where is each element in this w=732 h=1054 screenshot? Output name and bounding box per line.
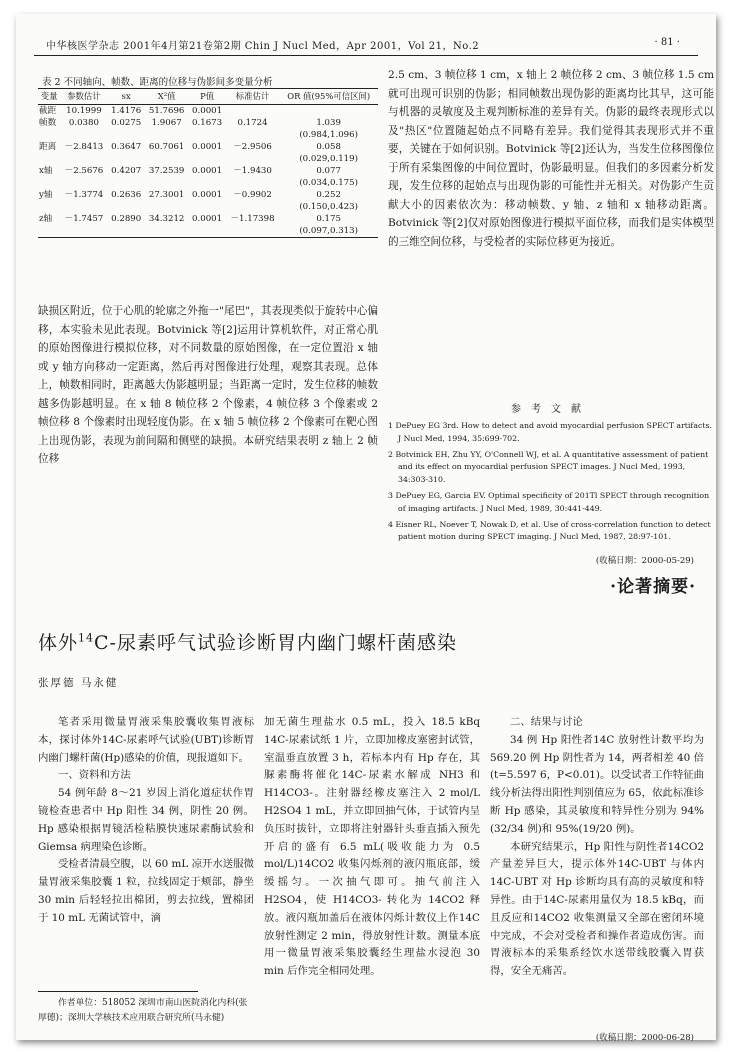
abstract-paragraph: 本研究结果示，Hp 阳性与阴性者14CO2 产量差异巨大，提示体外14C-UBT 与体内14C-UBT 对 Hp 诊断均具有高的灵敏度和特异性。由于14C-尿素用量仅为 18.5 kBq，而且反应和14CO2 收集测量又全部在密闭环境中完成，不会对受检者和操作者造成伤害。而胃液标本的采集系经饮水送带线胶囊入胃获得，安全无痛苦。 [490, 840, 704, 978]
received-date: (收稿日期：2000-06-28) [595, 1033, 694, 1043]
table-row: (0.984,1.096) [299, 130, 358, 140]
received-date: (收稿日期：2000-05-29) [595, 556, 694, 566]
running-header: 中华核医学杂志 2001年4月第21卷第2期 Chin J Nucl Med，Apr 2001，Vol 21，No.2 [46, 41, 480, 52]
body-text-left: 缺损区附近，位于心肌的轮廓之外拖一"尾巴"，其表现类似于旋转中心偏移，本实验未见此表现。Botvinick 等[2]运用计算机软件，对正常心肌的原始图像进行模拟位移，对不同数量的原始图像，在一定位置沿 x 轴或 y 轴方向移动一定距离，然后再对图像进行处理，观察其表现。总体上，帧数相同时，距离越大伪影越明显；当距离一定时，发生位移的帧数越多伪影越明显。在 x 轴 8 帧位移 2 个像素，4 帧位移 3 个像素或 2 帧位移 8 个像素时出现轻度伪影。在 x 轴 5 帧位移 2 个像素可在靶心图上出现伪影，表现为前间隔和侧壁的缺损。本研究结果表明 z 轴上 2 帧位移 [38, 305, 378, 465]
abstract-paragraph: 笔者采用微量胃液采集胶囊收集胃液标本，探讨体外14C-尿素呼气试验(UBT)诊断胃内幽门螺杆菌(Hp)感染的价值，现报道如下。 [38, 716, 254, 764]
table-row: z轴 －1.7457 0.2890 34.3212 0.0001 －1.17398 0.175 [39, 214, 341, 224]
table-row: y轴 －1.3774 0.2636 27.3001 0.0001 －0.9902 0.252 [39, 190, 341, 200]
reference-item: 3 DePuey EG, Garcia EV. Optimal specificity of 201Tl SPECT through recognition of imaging artifacts. J Nucl Med, 1989, 30:441-449. [388, 490, 710, 513]
abstract-column-3 [490, 714, 704, 981]
page-number: · 81 · [654, 37, 680, 48]
author-affiliation: 作者单位：518052 深圳市南山医院消化内科(张厚德)；深圳大学核技术应用联合研究所(马永健) [38, 998, 248, 1023]
table-header: 标准估计 [226, 89, 280, 105]
body-text-right: 2.5 cm、3 帧位移 1 cm，x 轴上 2 帧位移 2 cm、3 帧位移 1.5 cm 就可出现可识别的伪影；相同帧数出现伪影的距离均比其早，这可能与机器的灵敏度及主观判断标准的差异有关。伪影的最终表现形式以及"热区"位置随起始点不同略有差异。我们觉得其表现形式并不重要，关键在于如何识别。Botvinick 等[2]还认为，当发生位移图像位于所有采集图像的中间位置时，伪影最明显。但我们的多因素分析发现，发生位移的起始点与出现伪影的可能性并无相关。对伪影产生贡献大小的因素依次为：移动帧数、y 轴、z 轴和 x 轴移动距离。Botvinick 等[2]仅对原始图像进行模拟平面位移，而我们是实体模型的三维空间位移，与受检者的实际位移更为接近。 [388, 69, 715, 248]
reference-item: 4 Eisner RL, Noever T, Nowak D, et al. Use of cross-correlation function to detect patient motion during SPECT imaging. J Nucl Med, 1987, 28:97-101. [388, 519, 711, 542]
table-header: 变量 [38, 89, 60, 105]
table-header: sx [108, 89, 145, 105]
abstract-column-1 [38, 714, 254, 928]
regression-table [38, 88, 378, 238]
table-header: OR 值(95%可信区间) [279, 89, 378, 105]
abstract-paragraph: 54 例年龄 8～21 岁因上消化道症状作胃镜检查患者中 Hp 阳性 34 例，阴性 20 例。Hp 感染根据胃镜活检粘膜快速尿素酶试验和 Giemsa 病理染色诊断。 [38, 787, 254, 853]
abstract-paragraph: 受检者清晨空腹，以 60 mL 凉开水送服微量胃液采集胶囊 1 粒，拉线固定于颊部，静坐 30 min 后轻轻拉出棉团，剪去拉线，置棉团于 10 mL 无菌试管中，滴 [38, 858, 254, 924]
table-row: (0.034,0.175) [299, 178, 358, 188]
article-authors: 张厚德 马永健 [38, 677, 119, 689]
abstract-paragraph: 加无菌生理盐水 0.5 mL，投入 18.5 kBq 14C-尿素试纸 1 片，立即加橡皮塞密封试管，室温垂直放置 3 h，若标本内有 Hp 存在，其脲素酶将催化14C-尿素水解成 NH3 和 H14CO3-。注射器经橡皮塞注入 2 mol/L H2SO4 1 mL，并立即回抽气体，于试管内呈负压时拔针，立即将注射器针头垂直插入预先开启的盛有 6.5 mL(吸收能力为 0.5 mol/L)14CO2 收集闪烁剂的液闪瓶底部，缓缓摇匀。一次抽气即可。抽气前注入 H2SO4，使 H14CO3- 转化为 14CO2 释放。液闪瓶加盖后在液体闪烁计数仪上作14C 放射性测定 2 min，得放射性计数。测量本底用一微量胃液采集胶囊经生理盐水浸泡 30 min 后作完全相同处理。 [264, 716, 480, 978]
reference-list [388, 420, 714, 547]
table-row: 截距 10.1999 1.4176 51.7696 0.0001 [39, 106, 223, 116]
table-row: (0.150,0.423) [299, 202, 358, 212]
reference-item: 1 DePuey EG 3rd. How to detect and avoid myocardial perfusion SPECT artifacts. J Nucl Med, 1994, 35:699-702. [388, 421, 712, 443]
abstract-heading: 一、资料和方法 [58, 769, 131, 782]
table-row: (0.097,0.313) [38, 225, 378, 238]
table-row: (0.029,0.119) [299, 154, 358, 164]
references-title: 参考文献 [511, 404, 591, 415]
reference-item: 2 Botvinick EH, Zhu YY, O'Connell WJ, et al. A quantitative assessment of patient and its effect on myocardial perfusion SPECT images. J Nucl Med, 1993, 34:303-310. [388, 449, 709, 485]
table-caption: 表 2 不同轴向、帧数、距离的位移与伪影间多变量分析 [42, 77, 273, 88]
table-header: P值 [188, 89, 225, 105]
article-title: 体外$^{14}$C-尿素呼气试验诊断胃内幽门螺杆菌感染 [38, 631, 457, 654]
table-header: X²值 [145, 89, 189, 105]
abstract-heading: 二、结果与讨论 [510, 716, 583, 728]
table-row: x轴 －2.5676 0.4207 37.2539 0.0001 －1.9430 0.077 [39, 166, 341, 176]
header-rule [34, 55, 698, 56]
section-label: ·论著摘要· [610, 577, 696, 597]
table-header: 参数估计 [60, 89, 107, 105]
abstract-column-2 [264, 714, 480, 981]
table-row: 帧数 0.0380 0.0275 1.9067 0.1673 0.1724 1.039 [39, 118, 341, 128]
abstract-paragraph: 34 例 Hp 阳性者14C 放射性计数平均为 569.20 例 Hp 阴性者为 14，两者相差 40 倍(t=5.597 6，P<0.01)。以受试者工作特征曲线分析法得出阳性判别值应为 65，依此标准诊断 Hp 感染，其灵敏度和特异性分别为 94%(32/34 例)和 95%(19/20 例)。 [490, 733, 704, 835]
footnote-rule [38, 991, 198, 992]
table-row: 距离 －2.8413 0.3647 60.7061 0.0001 －2.9506 0.058 [39, 142, 341, 152]
